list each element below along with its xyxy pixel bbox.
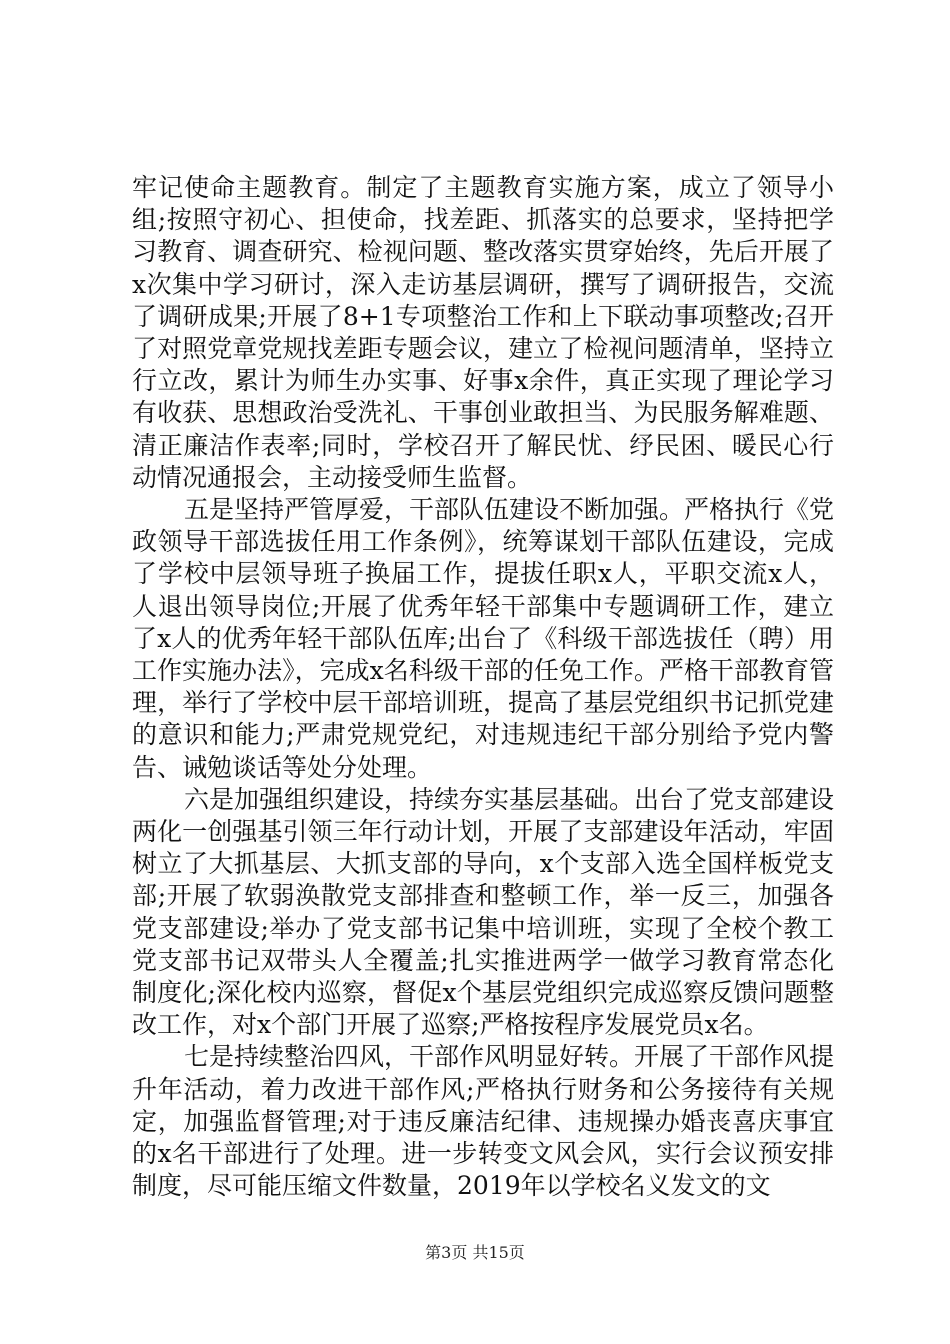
paragraph-continued: 牢记使命主题教育。制定了主题教育实施方案，成立了领导小组;按照守初心、担使命，找差距、抓落实的总要求，坚持把学习教育、调查研究、检视问题、整改落实贯穿始终，先后开展了x次集中学习研讨，深入走访基层调研，撰写了调研报告，交流了调研成果;开展了8+1专项整治工作和上下联动事项整改;召开了对照党章党规找差距专题会议，建立了检视问题清单，坚持立行立改，累计为师生办实事、好事x余件，真正实现了理论学习有收获、思想政治受洗礼、干事创业敢担当、为民服务解难题、清正廉洁作表率;同时，学校召开了解民忧、纾民困、暖民心行动情况通报会，主动接受师生监督。 bbox=[132, 173, 834, 492]
paragraph-cadre-team: 五是坚持严管厚爱，干部队伍建设不断加强。严格执行《党政领导干部选拔任用工作条例》，统筹谋划干部队伍建设，完成了学校中层领导班子换届工作，提拔任职x人，平职交流x人，人退出领导岗位;开展了优秀年轻干部集中专题调研工作，建立了x人的优秀年轻干部队伍库;出台了《科级干部选拔任（聘）用工作实施办法》，完成x名科级干部的任免工作。严格干部教育管理，举行了学校中层干部培训班，提高了基层党组织书记抓党建的意识和能力;严肃党规党纪，对违规违纪干部分别给予党内警告、诫勉谈话等处分处理。 bbox=[132, 495, 835, 782]
page-number-footer: 第3页 共15页 bbox=[425, 1243, 525, 1262]
body-text bbox=[132, 172, 834, 1203]
paragraph-organization: 六是加强组织建设，持续夯实基层基础。出台了党支部建设两化一创强基引领三年行动计划，开展了支部建设年活动，牢固树立了大抓基层、大抓支部的导向，x个支部入选全国样板党支部;开展了软弱涣散党支部排查和整顿工作，举一反三，加强各党支部建设;举办了党支部书记集中培训班，实现了全校个教工党支部书记双带头人全覆盖;扎实推进两学一做学习教育常态化制度化;深化校内巡察，督促x个基层党组织完成巡察反馈问题整改工作，对x个部门开展了巡察;严格按程序发展党员x名。 bbox=[132, 784, 835, 1040]
paragraph-work-style: 七是持续整治四风，干部作风明显好转。开展了干部作风提升年活动，着力改进干部作风;严格执行财务和公务接待有关规定，加强监督管理;对于违反廉洁纪律、违规操办婚丧喜庆事宜的x名干部进行了处理。进一步转变文风会风，实行会议预安排制度，尽可能压缩文件数量，2019年以学校名义发文的文 bbox=[132, 1042, 835, 1201]
